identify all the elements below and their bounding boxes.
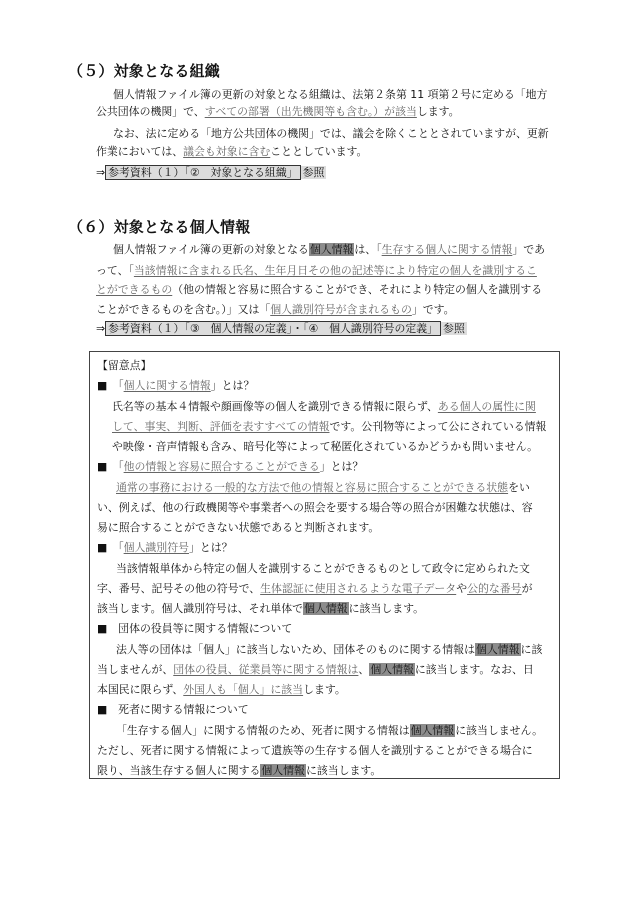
text: します。 bbox=[303, 683, 346, 696]
underlined-text: 議会も対象に含む bbox=[183, 145, 271, 158]
text: ■ 死者に関する情報について bbox=[97, 703, 249, 716]
underlined-text: 外国人も「個人」に該当 bbox=[183, 683, 304, 696]
underlined-text: ある個人の属性に関 bbox=[437, 400, 536, 413]
notice-bullet-1 bbox=[97, 379, 254, 393]
notice-bullet-5-line3 bbox=[97, 764, 381, 778]
section-5-para2-line1 bbox=[113, 127, 549, 141]
text: に該当します。 bbox=[305, 764, 382, 777]
text: 限り、当該生存する個人に関する bbox=[97, 764, 261, 777]
text: に該当しません。 bbox=[455, 724, 543, 737]
text: 当しませんが、 bbox=[97, 663, 174, 676]
highlighted-term: 個人情報 bbox=[410, 724, 455, 737]
text: 参照 bbox=[302, 166, 325, 179]
text: 「生存する個人」に関する情報のため、死者に関する情報は bbox=[116, 724, 410, 737]
text: って、「 bbox=[96, 264, 134, 277]
text: や bbox=[456, 582, 468, 595]
notice-bullet-3-line3 bbox=[97, 602, 424, 616]
text: や映像・音声情報も含み、暗号化等によって秘匿化されているかどうかも問いません。 bbox=[112, 440, 539, 453]
section-6-heading: （６）対象となる個人情報 bbox=[68, 218, 251, 236]
notice-bullet-3 bbox=[97, 541, 233, 555]
text: 」です。 bbox=[411, 303, 455, 316]
highlighted-term: 個人情報 bbox=[304, 602, 348, 615]
text: 、 bbox=[358, 663, 370, 676]
highlighted-term: 個人情報 bbox=[309, 243, 354, 256]
underlined-text: 個人に関する情報 bbox=[123, 379, 211, 392]
reference-box: 参考資料（１）「② 対象となる組織」 bbox=[105, 165, 300, 180]
text: 【留意点】 bbox=[97, 359, 152, 372]
underlined-text: 生存する個人に関する情報 bbox=[381, 243, 513, 256]
underlined-text: 団体の役員、従業員等に関する情報は bbox=[173, 663, 359, 676]
text: 易に照合することができない状態であると判断されます。 bbox=[97, 521, 380, 534]
arrow-icon: ⇒ bbox=[96, 166, 106, 179]
square-bullet-icon: ■ 「 bbox=[97, 541, 124, 554]
notice-bullet-3-line1 bbox=[116, 562, 530, 576]
notice-bullet-4 bbox=[97, 622, 292, 636]
notice-bullet-1-line2 bbox=[112, 420, 546, 434]
text: 氏名等の基本４情報や顔画像等の個人を識別できる情報に限らず、 bbox=[112, 400, 438, 413]
reference-box: 参考資料（１）「③ 個人情報の定義」・「④ 個人識別符号の定義」 bbox=[105, 321, 441, 336]
text: 」とは？ bbox=[319, 460, 364, 473]
section-6-reference bbox=[96, 322, 467, 336]
notice-bullet-2-line1 bbox=[116, 481, 530, 495]
text: 該当します。個人識別符号は、それ単体で bbox=[97, 602, 304, 615]
text: です。公刊物等によって公にされている情報 bbox=[329, 420, 547, 433]
text: 字、番号、記号その他の符号で、 bbox=[97, 582, 261, 595]
underlined-text: 他の情報と容易に照合することができる bbox=[123, 460, 320, 473]
section-5-heading: （５）対象となる組織 bbox=[68, 62, 221, 80]
underlined-text: 個人識別符号が含まれるもの bbox=[270, 303, 412, 316]
arrow-icon: ⇒ bbox=[96, 322, 106, 335]
text: ■ 団体の役員等に関する情報について bbox=[97, 622, 293, 635]
text: 」であ bbox=[512, 243, 546, 256]
section-5-para2-line2 bbox=[96, 145, 367, 159]
underlined-text: 生体認証に使用されるような電子データ bbox=[260, 582, 457, 595]
text: 」とは？ bbox=[188, 541, 233, 554]
text: 当該情報単体から特定の個人を識別することができるものとして政令に定められた文 bbox=[116, 562, 530, 575]
text: こととしています。 bbox=[270, 145, 368, 158]
text: なお、法に定める「地方公共団体の機関」では、議会を除くこととされていますが、更新 bbox=[113, 127, 549, 140]
text: い、例えば、他の行政機関等や事業者への照会を要する場合等の照合が困難な状態は、容 bbox=[97, 501, 533, 514]
text: 法人等の団体は「個人」に該当しないため、団体そのものに関する情報は bbox=[116, 643, 475, 656]
section-6-line1 bbox=[113, 243, 545, 257]
section-5-para1-line1 bbox=[113, 88, 547, 102]
section-6-line4 bbox=[96, 303, 455, 317]
square-bullet-icon: ■ 「 bbox=[97, 460, 124, 473]
text: 参照 bbox=[443, 322, 465, 335]
notice-bullet-5-line2 bbox=[97, 744, 533, 758]
text: 個人情報ファイル簿の更新の対象となる組織は、法第２条第 11 項第２号に定める「地方 bbox=[113, 88, 548, 101]
highlighted-term: 個人情報 bbox=[370, 663, 414, 676]
section-5-para1-line2 bbox=[96, 105, 460, 119]
text: をい bbox=[508, 481, 530, 494]
notice-bullet-4-line3 bbox=[97, 683, 346, 697]
notice-title bbox=[97, 359, 151, 373]
text: は、「 bbox=[354, 243, 382, 256]
text: 公共団体の機関」で、 bbox=[96, 105, 205, 118]
notice-bullet-1-line1 bbox=[112, 400, 536, 414]
section-5-reference bbox=[96, 166, 326, 180]
text: が bbox=[521, 582, 533, 595]
notice-bullet-3-line2 bbox=[97, 582, 532, 596]
text: （他の情報と容易に照合することができ、それにより特定の個人を識別する bbox=[172, 283, 543, 296]
notice-bullet-2-line3 bbox=[97, 521, 379, 535]
notice-bullet-5 bbox=[97, 703, 249, 717]
square-bullet-icon: ■ 「 bbox=[97, 379, 124, 392]
notice-bullet-5-line1 bbox=[116, 724, 543, 738]
section-6-line3 bbox=[96, 283, 542, 297]
text: に該当します。なお、日 bbox=[414, 663, 534, 676]
highlighted-term: 個人情報 bbox=[475, 643, 520, 656]
notice-bullet-4-line1 bbox=[116, 643, 542, 657]
text: 個人情報ファイル簿の更新の対象となる bbox=[113, 243, 309, 256]
underlined-text: すべての部署（出先機関等も含む。）が該当 bbox=[204, 105, 417, 118]
underlined-text: して、事実、判断、評価を表すすべての情報 bbox=[112, 420, 330, 433]
underlined-text: 当該情報に含まれる氏名、生年月日その他の記述等により特定の個人を識別するこ bbox=[133, 264, 537, 277]
text: します。 bbox=[416, 105, 460, 118]
text: 本国民に限らず、 bbox=[97, 683, 184, 696]
text: に該 bbox=[520, 643, 543, 656]
underlined-text: 通常の事務における一般的な方法で他の情報と容易に照合することができる状態 bbox=[116, 481, 509, 494]
notice-bullet-2-line2 bbox=[97, 501, 533, 515]
notice-bullet-4-line2 bbox=[97, 663, 534, 677]
highlighted-term: 個人情報 bbox=[261, 764, 305, 777]
text: 」とは？ bbox=[210, 379, 255, 392]
underlined-text: 公的な番号 bbox=[467, 582, 522, 595]
text: に該当します。 bbox=[348, 602, 425, 615]
underlined-text: 個人識別符号 bbox=[123, 541, 189, 554]
notice-bullet-1-line3 bbox=[112, 440, 538, 454]
notice-bullet-2 bbox=[97, 460, 363, 474]
text: 作業においては、 bbox=[96, 145, 184, 158]
underlined-text: とができるもの bbox=[96, 283, 173, 296]
section-6-line2 bbox=[96, 264, 537, 278]
text: ただし、死者に関する情報によって遺族等の生存する個人を識別することができる場合に bbox=[97, 744, 533, 757]
text: ことができるものを含む。）」又は「 bbox=[96, 303, 271, 316]
